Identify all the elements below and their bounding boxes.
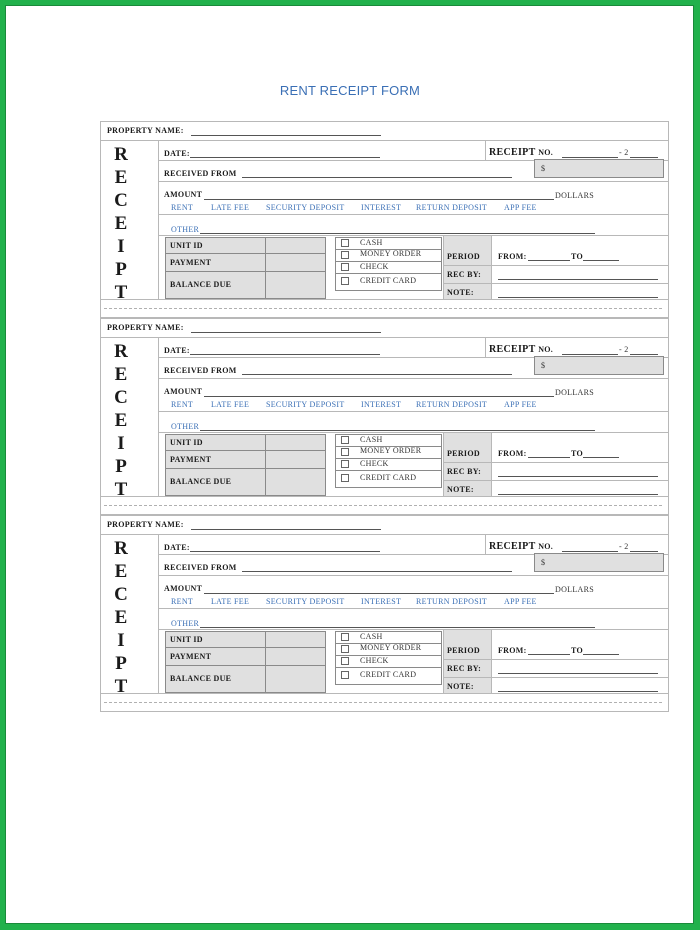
unit-id-label: UNIT ID (170, 635, 203, 644)
receipt-no-label: RECEIPT NO. (489, 344, 554, 355)
balance-due-label: BALANCE DUE (170, 477, 232, 486)
unit-id-label: UNIT ID (170, 241, 203, 250)
dollar-sign: $ (541, 164, 546, 173)
note-label: NOTE: (447, 682, 474, 691)
money-order-label: MONEY ORDER (360, 643, 422, 652)
received-from-field[interactable] (242, 374, 512, 375)
category-rent[interactable]: RENT (171, 400, 194, 409)
receipt-block-3: PROPERTY NAME: R E C E I P T DATE: RECEIPT NO. - 2 RECEIVED FROM $ AMOUNT DOLLARS RENT LATE FEE SECURITY DEPOSIT INTEREST RETURN DEPOSIT APP FEE OTHER UNIT ID PAYMENT BALANCE DUE CASH MONEY ORDER CHECK CREDIT CARD PERIOD REC BY: NOTE: FROM: TO (100, 515, 669, 712)
other-field[interactable] (200, 430, 595, 431)
payment-label: PAYMENT (170, 258, 212, 267)
category-other[interactable]: OTHER (171, 225, 200, 234)
receipt-no-field[interactable] (562, 551, 618, 552)
cash-label: CASH (360, 238, 383, 247)
date-label: DATE: (164, 346, 190, 355)
dollars-label: DOLLARS (555, 388, 594, 397)
amount-field[interactable] (204, 593, 554, 594)
cash-checkbox[interactable] (341, 239, 349, 247)
received-from-field[interactable] (242, 571, 512, 572)
amount-label: AMOUNT (164, 190, 203, 199)
received-from-label: RECEIVED FROM (164, 563, 237, 572)
to-label: TO (571, 646, 584, 655)
balance-due-field[interactable] (266, 666, 325, 692)
money-order-label: MONEY ORDER (360, 249, 422, 258)
category-rent[interactable]: RENT (171, 203, 194, 212)
unit-id-field[interactable] (266, 435, 325, 449)
receipt-vertical-title: R E C E I P T (114, 538, 128, 697)
cut-line (104, 308, 662, 309)
property-name-field[interactable] (191, 332, 381, 333)
to-label: TO (571, 449, 584, 458)
page-title: RENT RECEIPT FORM (279, 83, 421, 98)
amount-field[interactable] (204, 396, 554, 397)
category-late-fee[interactable]: LATE FEE (211, 203, 250, 212)
receipt-vertical-title: R E C E I P T (114, 144, 128, 303)
balance-due-label: BALANCE DUE (170, 674, 232, 683)
property-name-label: PROPERTY NAME: (107, 323, 184, 332)
check-checkbox[interactable] (341, 657, 349, 665)
from-label: FROM: (498, 646, 527, 655)
date-field[interactable] (190, 157, 380, 158)
receipt-no-label: RECEIPT NO. (489, 147, 554, 158)
property-name-field[interactable] (191, 135, 381, 136)
amount-box[interactable] (534, 553, 664, 572)
check-label: CHECK (360, 262, 389, 271)
credit-card-checkbox[interactable] (341, 671, 349, 679)
unit-id-field[interactable] (266, 238, 325, 252)
category-return-deposit[interactable]: RETURN DEPOSIT (416, 203, 488, 212)
to-label: TO (571, 252, 584, 261)
note-field[interactable] (498, 494, 658, 495)
note-field[interactable] (498, 691, 658, 692)
credit-card-checkbox[interactable] (341, 474, 349, 482)
category-app-fee[interactable]: APP FEE (504, 203, 537, 212)
category-late-fee[interactable]: LATE FEE (211, 597, 250, 606)
rec-by-field[interactable] (498, 673, 658, 674)
money-order-label: MONEY ORDER (360, 446, 422, 455)
credit-card-label: CREDIT CARD (360, 276, 417, 285)
cash-checkbox[interactable] (341, 436, 349, 444)
category-security-deposit[interactable]: SECURITY DEPOSIT (266, 400, 345, 409)
cut-line (104, 702, 662, 703)
category-app-fee[interactable]: APP FEE (504, 597, 537, 606)
date-field[interactable] (190, 354, 380, 355)
payment-field[interactable] (266, 254, 325, 270)
check-label: CHECK (360, 459, 389, 468)
amount-label: AMOUNT (164, 584, 203, 593)
date-label: DATE: (164, 543, 190, 552)
other-field[interactable] (200, 627, 595, 628)
category-app-fee[interactable]: APP FEE (504, 400, 537, 409)
date-label: DATE: (164, 149, 190, 158)
dollar-sign: $ (541, 558, 546, 567)
period-to-field[interactable] (583, 457, 619, 458)
check-checkbox[interactable] (341, 460, 349, 468)
money-order-checkbox[interactable] (341, 448, 349, 456)
category-other[interactable]: OTHER (171, 422, 200, 431)
unit-id-label: UNIT ID (170, 438, 203, 447)
cash-label: CASH (360, 632, 383, 641)
date-field[interactable] (190, 551, 380, 552)
receipt-block-2: PROPERTY NAME: R E C E I P T DATE: RECEIPT NO. - 2 RECEIVED FROM $ AMOUNT DOLLARS RENT LATE FEE SECURITY DEPOSIT INTEREST RETURN DEPOSIT APP FEE OTHER UNIT ID PAYMENT BALANCE DUE CASH MONEY ORDER CHECK CREDIT CARD PERIOD REC BY: NOTE: FROM: TO (100, 318, 669, 515)
amount-box[interactable] (534, 159, 664, 178)
from-label: FROM: (498, 252, 527, 261)
rec-by-field[interactable] (498, 279, 658, 280)
rec-by-field[interactable] (498, 476, 658, 477)
category-return-deposit[interactable]: RETURN DEPOSIT (416, 400, 488, 409)
unit-id-field[interactable] (266, 632, 325, 646)
property-name-field[interactable] (191, 529, 381, 530)
category-late-fee[interactable]: LATE FEE (211, 400, 250, 409)
balance-due-label: BALANCE DUE (170, 280, 232, 289)
note-field[interactable] (498, 297, 658, 298)
balance-due-field[interactable] (266, 272, 325, 298)
period-label: PERIOD (447, 252, 480, 261)
period-label: PERIOD (447, 646, 480, 655)
other-field[interactable] (200, 233, 595, 234)
balance-due-field[interactable] (266, 469, 325, 495)
received-from-label: RECEIVED FROM (164, 366, 237, 375)
period-from-field[interactable] (528, 654, 570, 655)
category-other[interactable]: OTHER (171, 619, 200, 628)
period-label: PERIOD (447, 449, 480, 458)
money-order-checkbox[interactable] (341, 251, 349, 259)
payment-field[interactable] (266, 648, 325, 664)
amount-box[interactable] (534, 356, 664, 375)
receipt-block-1: PROPERTY NAME: R E C E I P T DATE: RECEIPT NO. - 2 RECEIVED FROM $ AMOUNT DOLLARS RENT LATE FEE SECURITY DEPOSIT INTEREST RETURN DEPOSIT APP FEE OTHER UNIT ID PAYMENT BALANCE DUE CASH MONEY ORDER CHECK CREDIT CARD PERIOD REC BY: NOTE: FROM: TO (100, 121, 669, 318)
category-interest[interactable]: INTEREST (361, 203, 402, 212)
dollars-label: DOLLARS (555, 585, 594, 594)
amount-field[interactable] (204, 199, 554, 200)
category-security-deposit[interactable]: SECURITY DEPOSIT (266, 203, 345, 212)
period-from-field[interactable] (528, 457, 570, 458)
receipt-no-field[interactable] (562, 354, 618, 355)
receipt-vertical-title: R E C E I P T (114, 341, 128, 500)
category-rent[interactable]: RENT (171, 597, 194, 606)
property-name-label: PROPERTY NAME: (107, 520, 184, 529)
check-label: CHECK (360, 656, 389, 665)
cash-checkbox[interactable] (341, 633, 349, 641)
note-label: NOTE: (447, 485, 474, 494)
credit-card-checkbox[interactable] (341, 277, 349, 285)
amount-label: AMOUNT (164, 387, 203, 396)
receipt-no-field[interactable] (562, 157, 618, 158)
cash-label: CASH (360, 435, 383, 444)
received-from-field[interactable] (242, 177, 512, 178)
cut-line (104, 505, 662, 506)
from-label: FROM: (498, 449, 527, 458)
property-name-label: PROPERTY NAME: (107, 126, 184, 135)
period-to-field[interactable] (583, 260, 619, 261)
credit-card-label: CREDIT CARD (360, 670, 417, 679)
rec-by-label: REC BY: (447, 664, 482, 673)
category-interest[interactable]: INTEREST (361, 597, 402, 606)
dollar-sign: $ (541, 361, 546, 370)
rec-by-label: REC BY: (447, 467, 482, 476)
payment-field[interactable] (266, 451, 325, 467)
period-to-field[interactable] (583, 654, 619, 655)
credit-card-label: CREDIT CARD (360, 473, 417, 482)
money-order-checkbox[interactable] (341, 645, 349, 653)
category-security-deposit[interactable]: SECURITY DEPOSIT (266, 597, 345, 606)
dollars-label: DOLLARS (555, 191, 594, 200)
payment-label: PAYMENT (170, 455, 212, 464)
category-interest[interactable]: INTEREST (361, 400, 402, 409)
period-from-field[interactable] (528, 260, 570, 261)
rec-by-label: REC BY: (447, 270, 482, 279)
check-checkbox[interactable] (341, 263, 349, 271)
category-return-deposit[interactable]: RETURN DEPOSIT (416, 597, 488, 606)
note-label: NOTE: (447, 288, 474, 297)
receipt-no-label: RECEIPT NO. (489, 541, 554, 552)
received-from-label: RECEIVED FROM (164, 169, 237, 178)
payment-label: PAYMENT (170, 652, 212, 661)
